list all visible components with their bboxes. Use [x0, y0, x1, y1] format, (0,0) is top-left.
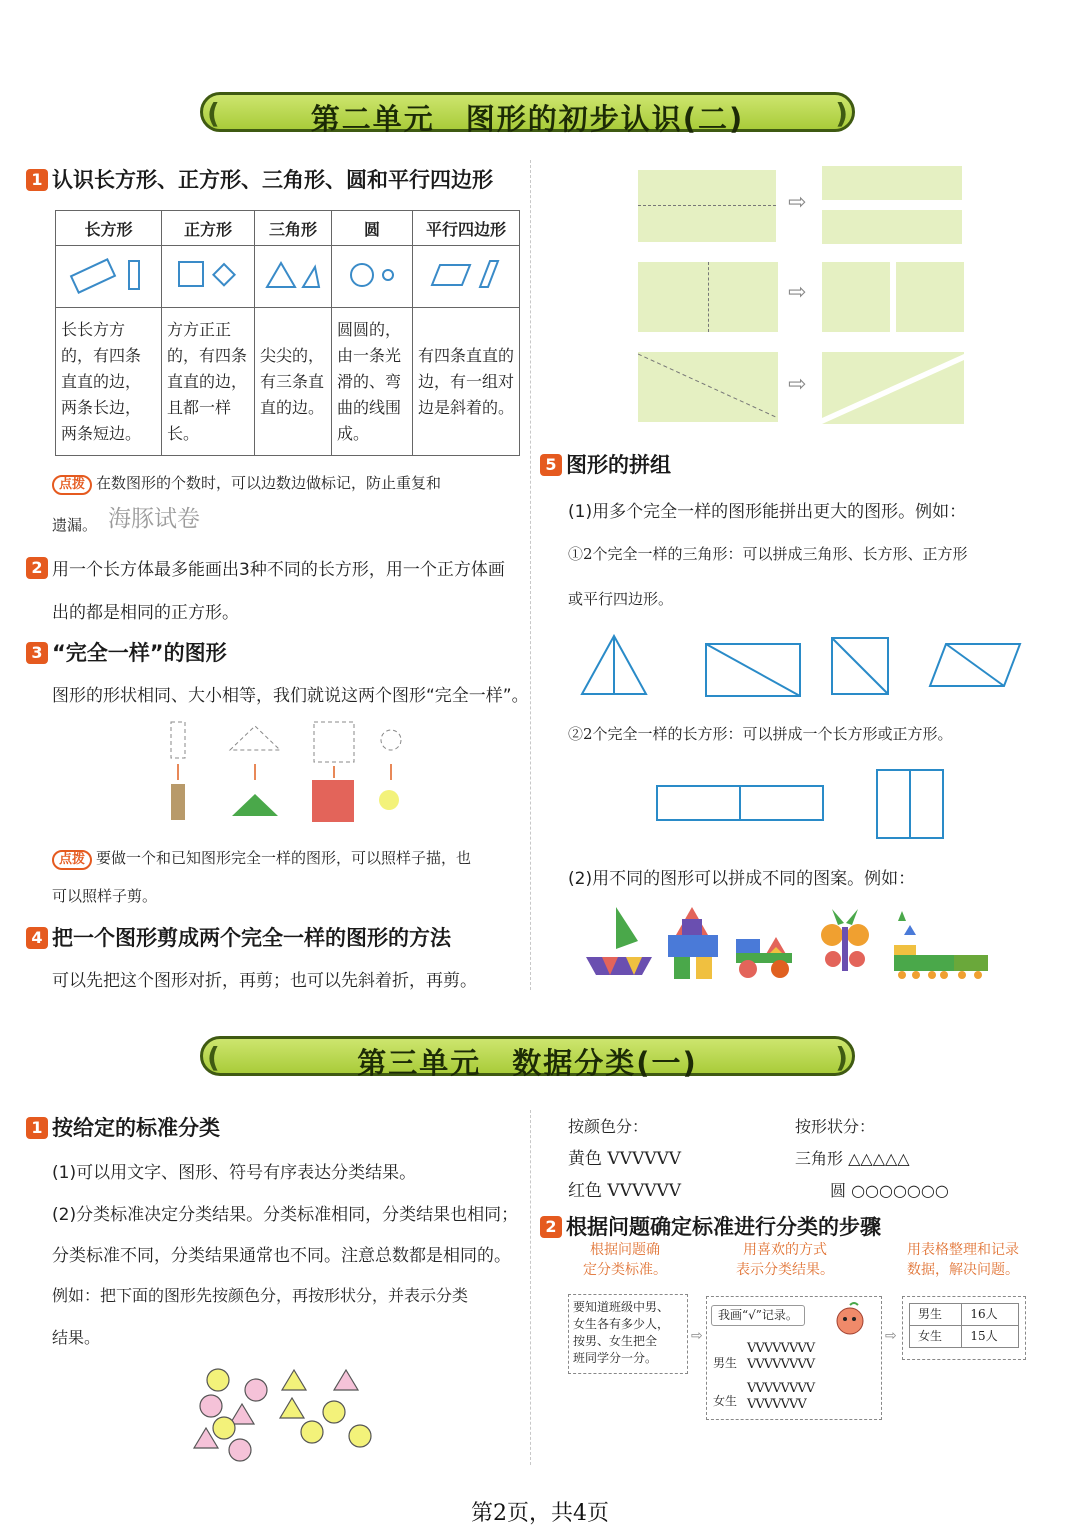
tip-1-line2: 遗漏。: [52, 516, 98, 534]
unit2-banner: [200, 92, 855, 136]
section-5-heading: [540, 449, 671, 479]
by-shape-label: 按形状分：: [795, 1117, 876, 1136]
table-shape-row: [56, 246, 520, 308]
by-color-label: 按颜色分：: [568, 1117, 649, 1136]
col-header: 长方形: [56, 211, 162, 246]
table-cell: 男生: [910, 1304, 962, 1326]
u3-section-1-heading: [26, 1112, 220, 1142]
triangle-count: 三角形 △△△△△: [795, 1149, 910, 1168]
page-footer: 第2页，共4页: [471, 1501, 609, 1526]
fold-line: [638, 205, 776, 206]
u3-s1-p1: (1)可以用文字、图形、符号有序表达分类结果。: [52, 1163, 417, 1183]
desc-cell: 尖尖的，有三条直直的边。: [255, 308, 332, 456]
section-number: 4: [26, 927, 48, 949]
cartoon-peach-icon: [833, 1301, 867, 1339]
banner-cap-left: (: [207, 1041, 220, 1074]
step2-title: [720, 1240, 850, 1280]
step3-title: [888, 1240, 1038, 1280]
tip-3-line2: 可以照样子剪。: [52, 887, 158, 905]
table-cell: 16人: [962, 1304, 1019, 1326]
step-title-line: 表示分类结果。: [736, 1262, 834, 1278]
step2-box: [706, 1296, 882, 1420]
table-row: [910, 1326, 1019, 1348]
paper-half: [822, 210, 962, 244]
section-3-text: 图形的形状相同、大小相等，我们就说这两个图形“完全一样”。: [52, 686, 529, 706]
section-5-p1a-line2: 或平行四边形。: [568, 590, 674, 608]
tip-1: [52, 472, 441, 495]
box-line: 要知道班级中男、: [573, 1300, 670, 1314]
parallelogram-shapes: [413, 246, 520, 308]
tally-row: VVVVVVVV: [747, 1341, 815, 1356]
triangle-icon: [263, 253, 323, 297]
section-title: “完全一样”的图形: [52, 641, 227, 665]
u3-s1-p3-line1: 例如：把下面的图形先按颜色分，再按形状分，并表示分类: [52, 1286, 469, 1305]
tip-text: 在数图形的个数时，可以边数边做标记，防止重复和: [96, 474, 442, 492]
section-4-text: 可以先把这个图形对折，再剪；也可以先斜着折，再剪。: [52, 971, 477, 991]
unit3-title: 第三单元 数据分类(一): [357, 1046, 698, 1080]
step-title-line: 定分类标准。: [583, 1262, 667, 1278]
section-2-line2: 出的都是相同的正方形。: [52, 603, 239, 623]
patterns-figure: [582, 905, 994, 985]
parallelogram-icon: [426, 253, 506, 297]
step-title-line: 根据问题确: [590, 1242, 660, 1258]
square-icon: [173, 253, 243, 297]
col-header: 圆: [332, 211, 413, 246]
section-title: 图形的拼组: [566, 453, 671, 477]
section-number: 1: [26, 169, 48, 191]
u3-s1-p3-line2: 结果。: [52, 1328, 101, 1347]
table-cell: 15人: [962, 1326, 1019, 1348]
section-2-line1: [26, 555, 505, 580]
step1-title: [570, 1240, 680, 1280]
box-line: 按男、女生把全: [573, 1334, 658, 1348]
u3-section-2-heading: [540, 1211, 881, 1241]
section-5-p2: (2)用不同的图形可以拼成不同的图案。例如：: [568, 869, 916, 889]
red-count: 红色 VVVVVV: [568, 1181, 682, 1201]
banner-cap-left: (: [207, 97, 220, 130]
boy-label: 男生: [713, 1356, 738, 1370]
section-1-heading: [26, 164, 493, 194]
banner-cap-right: ): [835, 97, 848, 130]
watermark: 海豚试卷: [108, 506, 200, 532]
section-text: 用一个长方体最多能画出3种不同的长方形，用一个正方体画: [52, 560, 505, 580]
section-number: 5: [540, 454, 562, 476]
box-line: 班同学分一分。: [573, 1351, 658, 1365]
section-title: 按给定的标准分类: [52, 1116, 220, 1140]
square-shapes: [162, 246, 255, 308]
boy-tally: [747, 1341, 814, 1373]
banner-cap-right: ): [835, 1041, 848, 1074]
circle-count: 圆 ○○○○○○○: [830, 1181, 949, 1200]
col-header: 正方形: [162, 211, 255, 246]
tally-note: 我画“√”记录。: [711, 1305, 805, 1326]
paper-half: [822, 166, 962, 200]
yellow-count: 黄色 VVVVVV: [568, 1149, 682, 1169]
rectangle-shapes: [56, 246, 162, 308]
rectangle-combos-figure: [655, 766, 955, 842]
section-title: 认识长方形、正方形、三角形、圆和平行四边形: [52, 168, 493, 192]
table-cell: 女生: [910, 1326, 962, 1348]
paper-fold-h: [638, 170, 776, 242]
section-number: 1: [26, 1117, 48, 1139]
column-divider: [530, 1110, 531, 1465]
col-header: 平行四边形: [413, 211, 520, 246]
desc-cell: 长长方方的，有四条直直的边，两条长边，两条短边。: [56, 308, 162, 456]
unit3-banner: [200, 1036, 855, 1080]
tip-badge: 点拨: [52, 850, 92, 870]
triangle-combos-figure: [578, 632, 1028, 698]
rectangle-icon: [65, 253, 153, 297]
tally-row: VVVVVVVV: [747, 1381, 815, 1396]
girl-label: 女生: [713, 1394, 738, 1408]
section-5-p1a-line1: ①2个完全一样的三角形：可以拼成三角形、长方形、正方形: [568, 545, 968, 563]
step3-box: [902, 1296, 1026, 1360]
table-row: [910, 1304, 1019, 1326]
circle-shapes: [332, 246, 413, 308]
u3-s1-p2-line1: (2)分类标准决定分类结果。分类标准相同，分类结果也相同；: [52, 1205, 519, 1225]
arrow-icon: ⇨: [788, 372, 807, 397]
table-header-row: [56, 211, 520, 246]
tally-row: VVVVVVVV: [747, 1357, 815, 1372]
section-number: 2: [540, 1216, 562, 1238]
column-divider: [530, 160, 531, 990]
unit2-title: 第二单元 图形的初步认识(二): [310, 102, 745, 136]
desc-cell: 有四条直直的边，有一组对边是斜着的。: [413, 308, 520, 456]
desc-cell: 圆圆的，由一条光滑的、弯曲的线围成。: [332, 308, 413, 456]
section-3-heading: [26, 637, 227, 667]
section-title: 把一个图形剪成两个完全一样的图形的方法: [52, 926, 451, 950]
section-5-p1: (1)用多个完全一样的图形能拼出更大的图形。例如：: [568, 502, 967, 522]
fold-line: [708, 262, 709, 332]
tally-row: VVVVVVV: [747, 1397, 806, 1412]
table-desc-row: [56, 308, 520, 456]
step-title-line: 用表格整理和记录: [907, 1242, 1019, 1258]
arrow-icon: ⇨: [788, 190, 807, 215]
col-header: 三角形: [255, 211, 332, 246]
section-5-p1b: ②2个完全一样的长方形：可以拼成一个长方形或正方形。: [568, 725, 953, 743]
girl-tally: [747, 1381, 814, 1413]
step-title-line: 用喜欢的方式: [743, 1242, 827, 1258]
triangle-shapes: [255, 246, 332, 308]
flow-arrow-icon: ⇨: [885, 1328, 897, 1344]
step1-box: [568, 1294, 688, 1374]
arrow-icon: ⇨: [788, 280, 807, 305]
section-number: 2: [26, 557, 48, 579]
mixed-shapes-figure: [190, 1364, 380, 1468]
tip-badge: 点拨: [52, 475, 92, 495]
flow-arrow-icon: ⇨: [691, 1328, 703, 1344]
section-4-heading: [26, 922, 451, 952]
step-title-line: 数据，解决问题。: [907, 1262, 1019, 1278]
tip-3: [52, 847, 471, 870]
shape-table: [55, 210, 520, 456]
paper-half: [822, 262, 890, 332]
circle-icon: [342, 253, 402, 297]
section-number: 3: [26, 642, 48, 664]
identical-shapes-figure: [160, 718, 410, 826]
box-line: 女生各有多少人，: [573, 1317, 670, 1331]
tip-text: 要做一个和已知图形完全一样的图形，可以照样子描，也: [96, 849, 472, 867]
record-table: [909, 1303, 1019, 1348]
u3-s1-p2-line2: 分类标准不同，分类结果通常也不同。注意总数都是相同的。: [52, 1246, 511, 1266]
section-title: 根据问题确定标准进行分类的步骤: [566, 1215, 881, 1239]
paper-half: [896, 262, 964, 332]
desc-cell: 方方正正的，有四条直直的边，且都一样长。: [162, 308, 255, 456]
